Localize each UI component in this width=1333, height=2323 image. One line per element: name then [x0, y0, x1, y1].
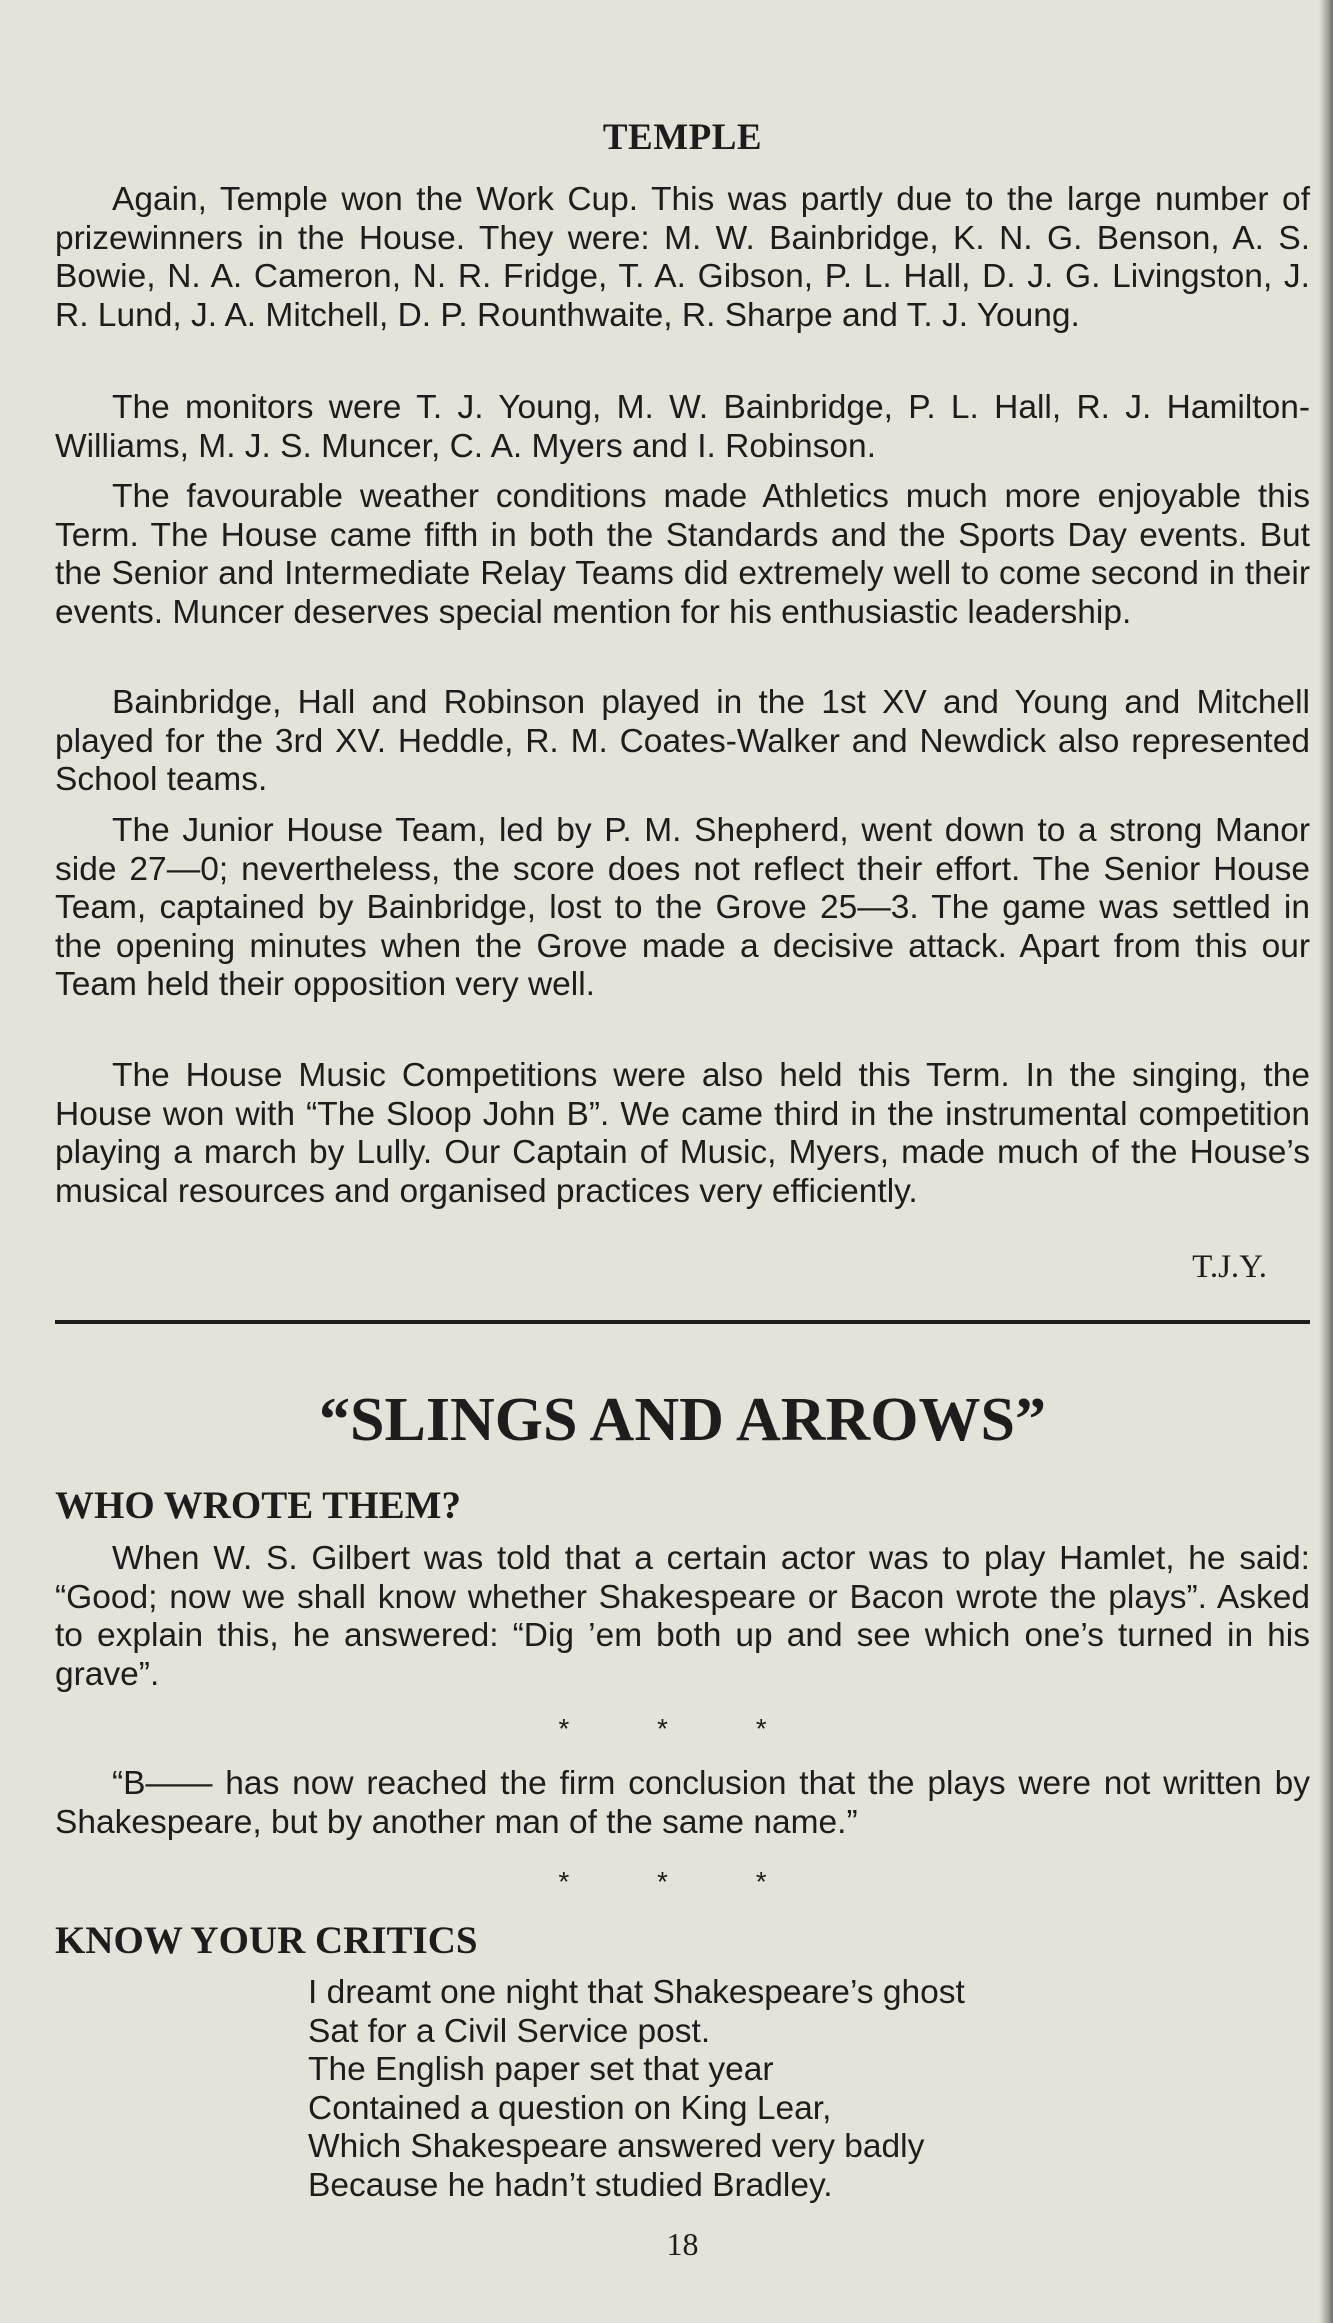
page-number: 18	[666, 2226, 699, 2262]
separator-stars-2: * * *	[558, 1866, 807, 1897]
poem-line: Which Shakespeare answered very badly	[308, 2128, 925, 2166]
temple-paragraph-1: Again, Temple won the Work Cup. This was partly due to the large number of prizewinners in the House. They were: M. W. Bainbridge, K. N. G. Benson, A. S. Bowie, N. A. Cameron, N. R. Fridge, T. A. Gibson, P. L. Hall, D. J. G. Livingston, J. R. Lund, J. A. Mitchell, D. P. Rounthwaite, R. Sharpe and T. J. Young.	[55, 181, 1310, 334]
poem-line: Because he hadn’t studied Bradley.	[308, 2166, 833, 2204]
temple-paragraph-3: The favourable weather conditions made Athletics much more enjoyable this Term. The House came fifth in both the Standards and the Sports Day events. But the Senior and Intermediate Relay Teams did extremely well to come second in their events. Muncer deserves special mention for his enthusiastic leadership.	[55, 478, 1310, 631]
section-divider	[55, 1320, 1310, 1324]
know-critics-heading: KNOW YOUR CRITICS	[55, 1919, 478, 1962]
poem-line: I dreamt one night that Shakespeare’s ghost	[308, 1974, 965, 2011]
page-edge-shadow	[1319, 0, 1333, 2323]
critics-poem	[308, 1974, 965, 2206]
poem-line: The English paper set that year	[308, 2051, 774, 2089]
temple-paragraph-5: The Junior House Team, led by P. M. Shepherd, went down to a strong Manor side 27—0; nevertheless, the score does not reflect their effort. The Senior House Team, captained by Bainbridge, lost to the Grove 25—3. The game was settled in the opening minutes when the Grove made a decisive attack. Apart from this our Team held their opposition very well.	[55, 812, 1310, 1004]
who-wrote-heading: WHO WROTE THEM?	[55, 1484, 461, 1527]
text-column	[55, 0, 1310, 2323]
poem-line: Sat for a Civil Service post.	[308, 2012, 711, 2050]
slings-title: “SLINGS AND ARROWS”	[319, 1386, 1046, 1454]
temple-paragraph-4: Bainbridge, Hall and Robinson played in the 1st XV and Young and Mitchell played for the 3rd XV. Heddle, R. M. Coates-Walker and Newdick also represented School teams.	[55, 684, 1310, 799]
b-quote: “B—— has now reached the firm conclusion that the plays were not written by Shakespeare, but by another man of the same name.”	[55, 1765, 1310, 1841]
temple-paragraph-6: The House Music Competitions were also held this Term. In the singing, the House won with “The Sloop John B”. We came third in the instrumental competition playing a march by Lully. Our Captain of Music, Myers, made much of the House’s musical resources and organised practices very efficiently.	[55, 1057, 1310, 1210]
temple-paragraph-2: The monitors were T. J. Young, M. W. Bainbridge, P. L. Hall, R. J. Hamilton-Williams, M. J. S. Muncer, C. A. Myers and I. Robinson.	[55, 389, 1310, 465]
separator-stars-1: * * *	[558, 1713, 807, 1744]
temple-heading: TEMPLE	[602, 117, 763, 158]
temple-signoff: T.J.Y.	[1192, 1249, 1267, 1285]
gilbert-anecdote: When W. S. Gilbert was told that a certain actor was to play Hamlet, he said: “Good; now we shall know whether Shakespeare or Bacon wrote the plays”. Asked to explain this, he answered: “Dig ’em both up and see which one’s turned in his grave”.	[55, 1540, 1310, 1693]
poem-line: Contained a question on King Lear,	[308, 2089, 832, 2127]
